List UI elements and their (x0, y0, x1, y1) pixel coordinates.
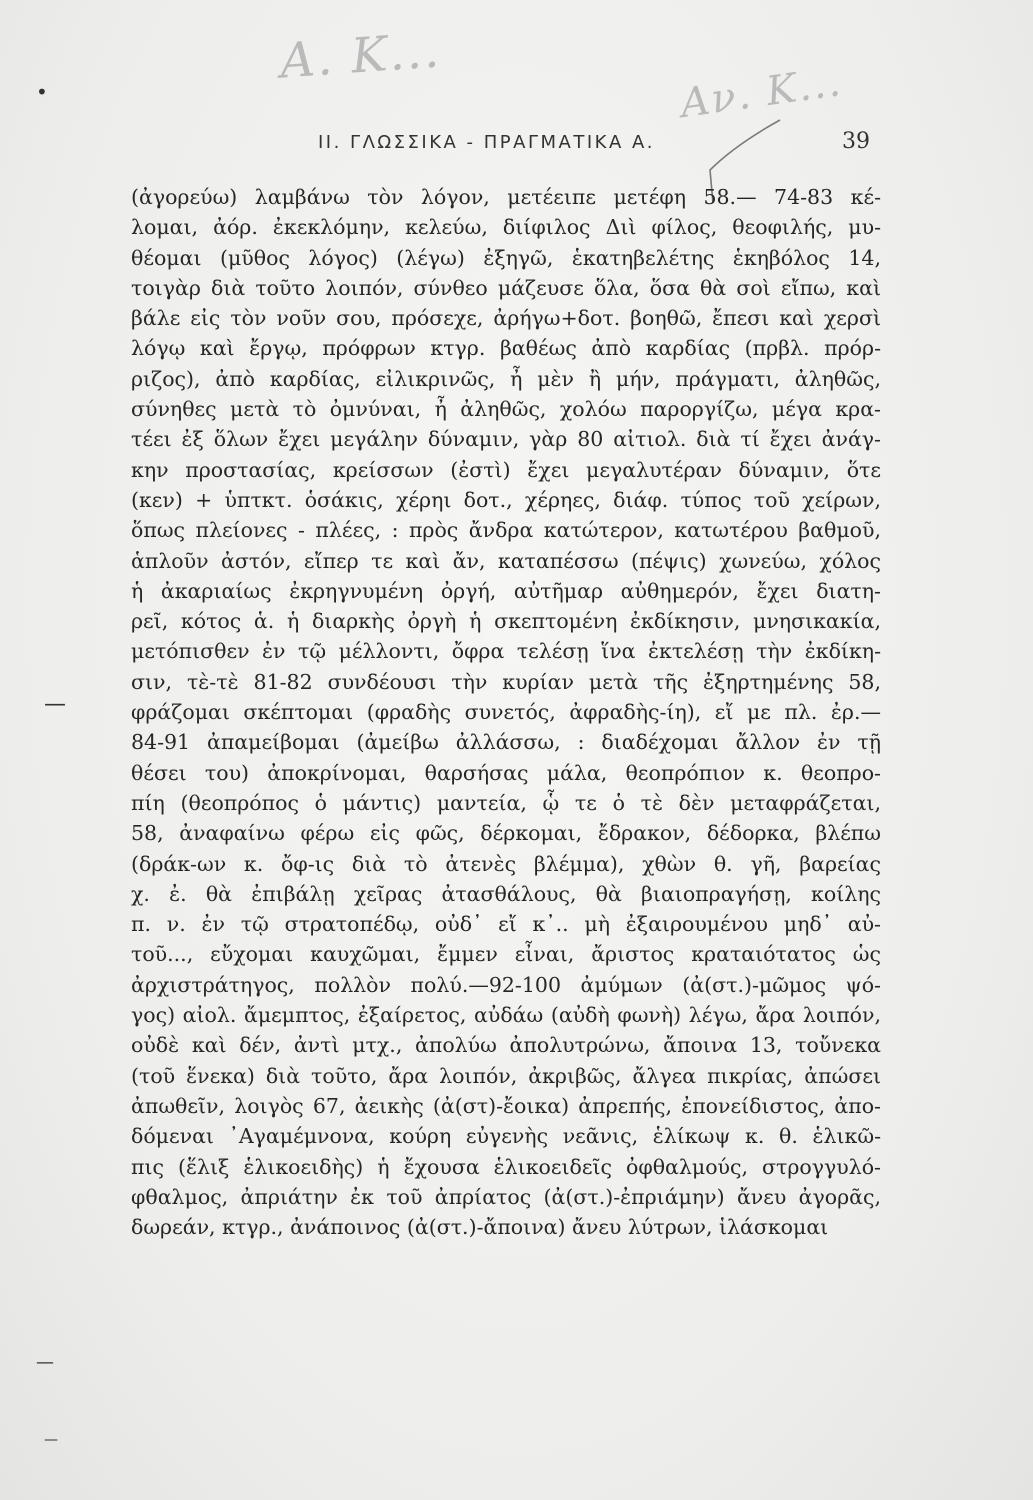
text-line: φράζομαι σκέπτομαι (φραδὴς συνετός, ἀφραδὴς-ίη), εἴ με πλ. ἐρ.— (131, 700, 881, 725)
text-line: σιν, τὲ-τὲ 81-82 συνδέουσι τὴν κυρίαν μετὰ τῆς ἐξηρτημένης 58, (131, 669, 881, 694)
text-line: π. ν. ἐν τῷ στρατοπέδῳ, οὐδ᾽ εἴ κ᾽.. μὴ ἐξαιρουμένου μηδ᾽ αὐ- (131, 912, 881, 937)
page-number: 39 (842, 129, 870, 154)
text-line: κην προστασίας, κρείσσων (ἐστὶ) ἔχει μεγαλυτέραν δύναμιν, ὅτε (131, 457, 881, 482)
text-line: μετόπισθεν ἐν τῷ μέλλοντι, ὄφρα τελέσῃ ἵνα ἐκτελέσῃ τὴν ἐκδίκη- (131, 639, 881, 664)
margin-mark: — (44, 1432, 58, 1448)
text-line: ἀπωθεῖν, λοιγὸς 67, ἀεικὴς (ἀ(στ)-ἔοικα) ἀπρεπής, ἐπονείδιστος, ἀπο- (131, 1093, 881, 1118)
text-line: 58, ἀναφαίνω φέρω εἰς φῶς, δέρκομαι, ἔδρακον, δέδορκα, βλέπω (131, 821, 881, 846)
text-line: (ἀγορεύω) λαμβάνω τὸν λόγον, μετέειπε μετέφη 58.— 74-83 κέ- (131, 185, 881, 209)
text-line: 84-91 ἀπαμείβομαι (ἀμείβω ἀλλάσσω, : διαδέχομαι ἄλλον ἐν τῇ (131, 730, 881, 755)
text-line: πις (ἕλιξ ἑλικοειδὴς) ἡ ἔχουσα ἑλικοειδεῖς ὀφθαλμούς, στρογγυλό- (131, 1154, 881, 1179)
text-line: βάλε εἰς τὸν νοῦν σου, πρόσεχε, ἀρήγω+δοτ. βοηθῶ, ἔπεσι καὶ χερσὶ (131, 306, 881, 331)
commentary-text (131, 182, 881, 1242)
text-line: λομαι, ἀόρ. ἐκεκλόμην, κελεύω, διίφιλος Διὶ φίλος, θεοφιλής, μυ- (131, 215, 881, 240)
text-line: θέομαι (μῦθος λόγος) (λέγω) ἐξηγῶ, ἑκατηβελέτης ἑκηβόλος 14, (131, 245, 881, 270)
text-line: δωρεάν, κτγρ., ἀνάποινος (ἀ(στ.)-ἄποινα) ἄνευ λύτρων, ἱλάσκομαι (131, 1215, 829, 1240)
text-line: πίη (θεοπρόπος ὁ μάντις) μαντεία, ᾧ τε ὁ τὲ δὲν μεταφράζεται, (131, 790, 881, 815)
text-line: τέει ἐξ ὅλων ἔχει μεγάλην δύναμιν, γὰρ 80 αἰτιολ. διὰ τί ἔχει ἀνάγ- (131, 427, 881, 452)
margin-mark: — (44, 692, 66, 717)
pencil-annotation-right: Αν. Κ... (677, 58, 846, 128)
text-line: φθαλμος, ἀπριάτην ἐκ τοῦ ἀπρίατος (ἀ(στ.)-ἐπριάμην) ἄνευ ἀγορᾶς, (131, 1184, 881, 1209)
text-line: (δράκ-ων κ. ὄφ-ις διὰ τὸ ἀτενὲς βλέμμα), χθὼν θ. γῆ, βαρείας (131, 851, 881, 876)
text-line: λόγῳ καὶ ἔργῳ, πρόφρων κτγρ. βαθέως ἀπὸ καρδίας (πρβλ. πρόρ- (131, 336, 881, 361)
running-title: ΙΙ. ΓΛΩΣΣΙΚΑ - ΠΡΑΓΜΑΤΙΚΑ Α. (318, 132, 656, 153)
text-line: θέσει του) ἀποκρίνομαι, θαρσήσας μάλα, θεοπρόπιον κ. θεοπρο- (131, 760, 881, 785)
text-line: ριζος), ἀπὸ καρδίας, εἰλικρινῶς, ἦ μὲν ἢ μήν, πράγματι, ἀληθῶς, (131, 366, 881, 391)
text-line: ἁπλοῦν ἀστόν, εἴπερ τε καὶ ἄν, καταπέσσω (πέψις) χωνεύω, χόλος (131, 548, 881, 573)
text-line: ὅπως πλείονες - πλέες, : πρὸς ἄνδρα κατώτερον, κατωτέρου βαθμοῦ, (131, 518, 881, 543)
pencil-annotation-left: Α. Κ... (278, 22, 443, 90)
text-line: τοιγὰρ διὰ τοῦτο λοιπόν, σύνθεο μάζευσε ὅλα, ὅσα θὰ σοὶ εἴπω, καὶ (131, 275, 881, 300)
text-line: δόμεναι ᾿Αγαμέμνονα, κούρη εὐγενὴς νεᾶνις, ἑλίκωψ κ. θ. ἑλικῶ- (131, 1124, 881, 1149)
margin-mark: — (36, 1352, 54, 1373)
text-line: ἡ ἀκαριαίως ἐκρηγνυμένη ὀργή, αὐτῆμαρ αὐθημερόν, ἔχει διατη- (131, 578, 881, 603)
text-line: ρεῖ, κότος ἁ. ἡ διαρκὴς ὀργὴ ἡ σκεπτομένη ἐκδίκησιν, μνησικακία, (131, 609, 881, 634)
text-line: (τοῦ ἕνεκα) διὰ τοῦτο, ἄρα λοιπόν, ἀκριβῶς, ἄλγεα πικρίας, ἀπώσει (131, 1063, 881, 1088)
text-line: οὐδὲ καὶ δέν, ἀντὶ μτχ., ἀπολύω ἀπολυτρώνω, ἄποινα 13, τοὔνεκα (131, 1033, 881, 1058)
text-line: σύνηθες μετὰ τὸ ὀμνύναι, ἦ ἀληθῶς, χολόω παροργίζω, μέγα κρα- (131, 397, 881, 422)
text-line: (κεν) + ὑπτκτ. ὁσάκις, χέρηι δοτ., χέρηες, διάφ. τύπος τοῦ χείρων, (131, 487, 881, 512)
margin-mark: • (36, 80, 48, 104)
running-head (0, 129, 1033, 162)
text-line: τοῦ..., εὔχομαι καυχῶμαι, ἔμμεν εἶναι, ἄριστος κραταιότατος ὡς (131, 942, 881, 967)
text-line: ἀρχιστράτηγος, πολλὸν πολύ.—92-100 ἀμύμων (ἀ(στ.)-μῶμος ψό- (131, 972, 881, 997)
text-line: χ. ἐ. θὰ ἐπιβάλῃ χεῖρας ἀτασθάλους, θὰ βιαιοπραγήσῃ, κοίλης (131, 881, 881, 906)
text-line: γος) αἰολ. ἄμεμπτος, ἐξαίρετος, αὐδάω (αὐδὴ φωνὴ) λέγω, ἄρα λοιπόν, (131, 1003, 881, 1028)
